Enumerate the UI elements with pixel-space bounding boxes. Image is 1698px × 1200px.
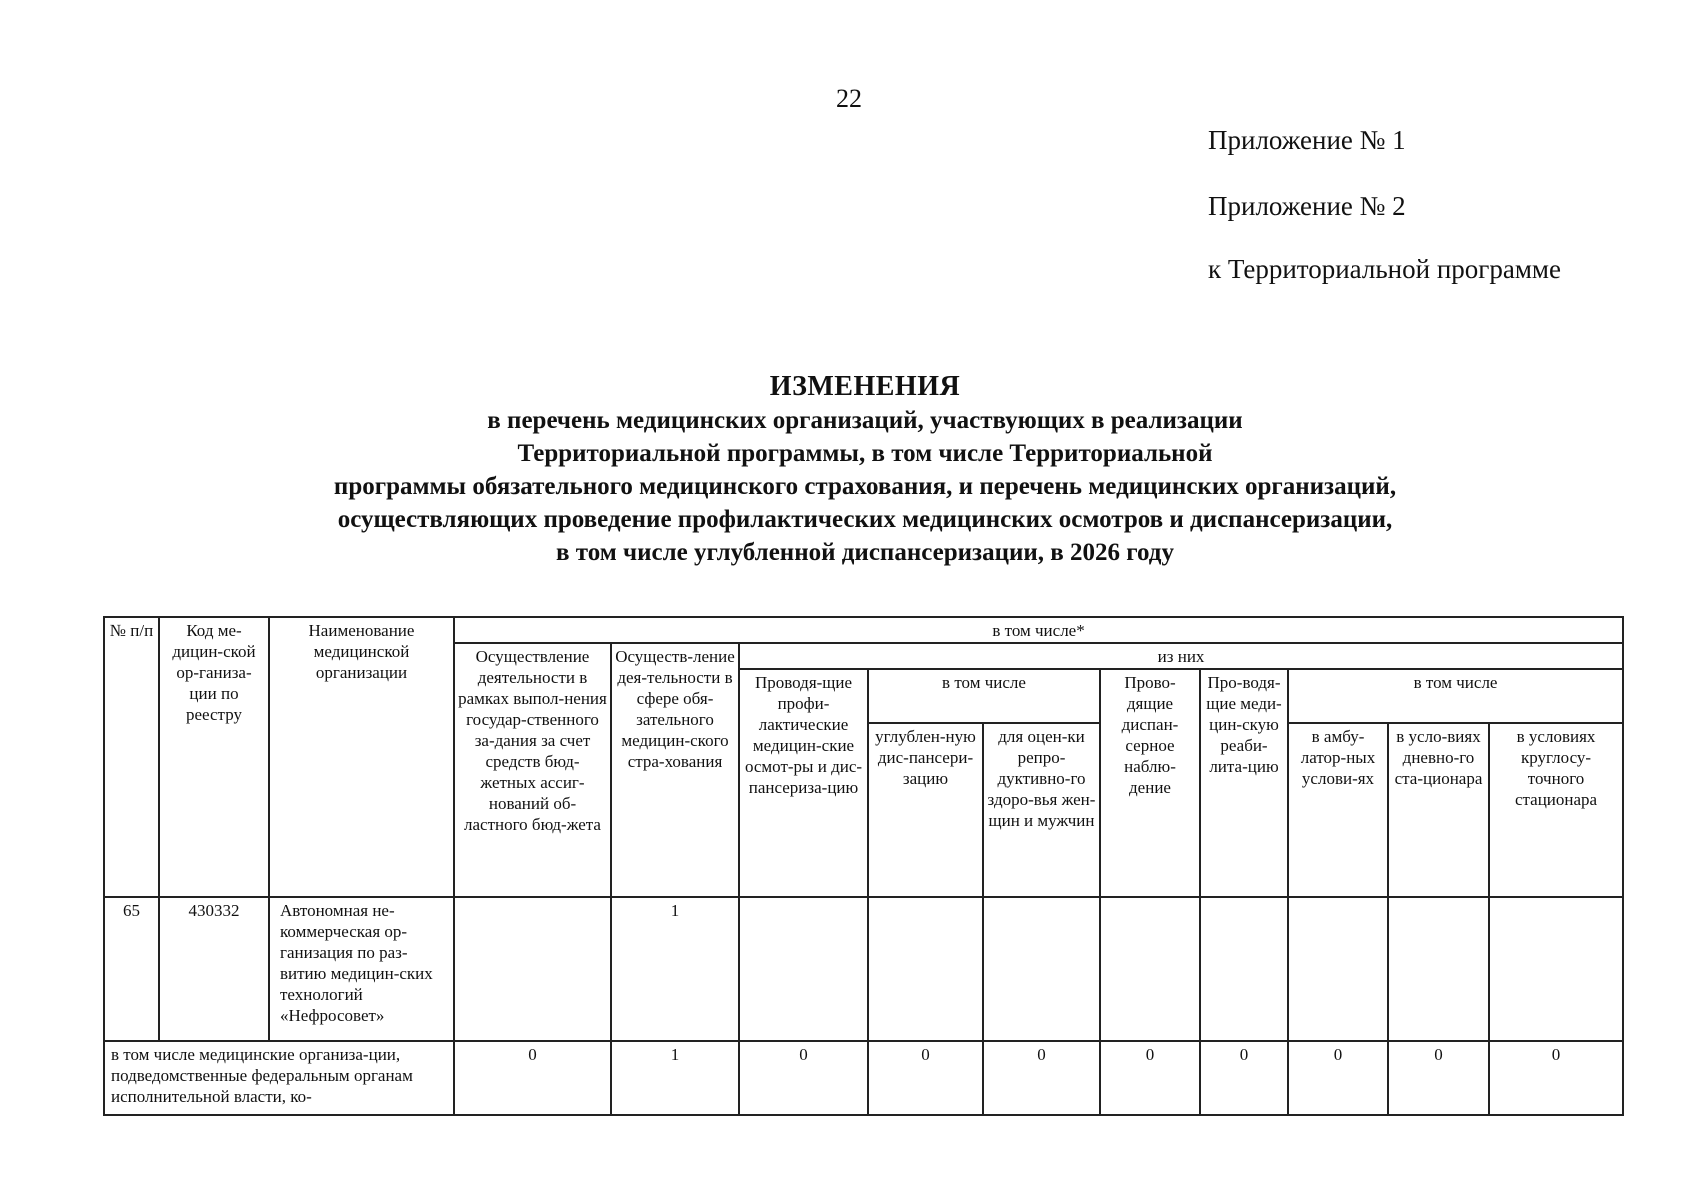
title-main: ИЗМЕНЕНИЯ [769,371,961,402]
summary-round: 0 [1489,1041,1623,1115]
title-line-4: осуществляющих проведение профилактических медицинских осмотров и диспансеризации, [337,506,1393,533]
cell-repro [983,897,1100,1041]
cell-code: 430332 [159,897,269,1041]
header-ambul: в амбу-латор-ных услови-ях [1288,723,1388,897]
header-deep: углублен-ную дис-пансери-зацию [868,723,983,897]
summary-prof: 0 [739,1041,868,1115]
cell-name: Автономная не-коммерческая ор-ганизация по раз-витию медицин-ских технологий «Нефросовет» [269,897,454,1041]
header-of-them: из них [739,643,1623,669]
summary-state-task: 0 [454,1041,611,1115]
summary-deep: 0 [868,1041,983,1115]
cell-num: 65 [104,897,159,1041]
header-including-star: в том числе* [454,617,1623,643]
cell-disp [1100,897,1200,1041]
cell-ambul [1288,897,1388,1041]
cell-day [1388,897,1489,1041]
cell-prof [739,897,868,1041]
summary-day: 0 [1388,1041,1489,1115]
appendix-line-1: Приложение № 1 [1208,125,1406,155]
header-num: № п/п [104,617,159,897]
summary-label: в том числе медицинские организа-ции, подведомственные федеральным органам исполнительной власти, ко- [104,1041,454,1115]
header-repro: для оцен-ки репро-дуктивно-го здоро-вья жен-щин и мужчин [983,723,1100,897]
header-rehab: Про-водя-щие меди-цин-скую реаби-лита-цию [1200,669,1288,897]
header-oms: Осуществ-ление дея-тельности в сфере обя-зательного медицин-ского стра-хования [611,643,739,897]
appendix-line-3: к Территориальной программе [1208,254,1561,284]
page-number: 22 [836,84,862,113]
cell-rehab [1200,897,1288,1041]
cell-oms: 1 [611,897,739,1041]
cell-state-task [454,897,611,1041]
header-name: Наименование медицинской организации [269,617,454,897]
header-state-task: Осуществление деятельности в рамках выпол-нения государ-ственного за-дания за счет средств бюд-жетных ассиг-нований об-ластного бюд-жета [454,643,611,897]
summary-disp: 0 [1100,1041,1200,1115]
document-title [100,370,1630,569]
organizations-table [103,616,1624,1116]
summary-ambul: 0 [1288,1041,1388,1115]
header-prof: Проводя-щие профи-лактические медицин-ские осмот-ры и дис-пансериза-цию [739,669,868,897]
summary-row [104,1041,1623,1115]
title-line-1: в перечень медицинских организаций, участвующих в реализации [487,407,1243,434]
title-line-3: программы обязательного медицинского страхования, и перечень медицинских организаций, [333,473,1397,500]
title-line-2: Территориальной программы, в том числе Территориальной [517,440,1213,467]
summary-repro: 0 [983,1041,1100,1115]
cell-deep [868,897,983,1041]
appendix-line-2: Приложение № 2 [1208,191,1406,221]
header-round: в условиях круглосу-точного стационара [1489,723,1623,897]
summary-oms: 1 [611,1041,739,1115]
table-row [104,897,1623,1041]
cell-round [1489,897,1623,1041]
header-day: в усло-виях дневно-го ста-ционара [1388,723,1489,897]
header-including-2: в том числе [1288,669,1623,723]
header-including-1: в том числе [868,669,1100,723]
title-line-5: в том числе углубленной диспансеризации, в 2026 году [556,539,1174,566]
summary-rehab: 0 [1200,1041,1288,1115]
header-code: Код ме-дицин-ской ор-ганиза-ции по реестру [159,617,269,897]
header-disp: Прово-дящие диспан-серное наблю-дение [1100,669,1200,897]
